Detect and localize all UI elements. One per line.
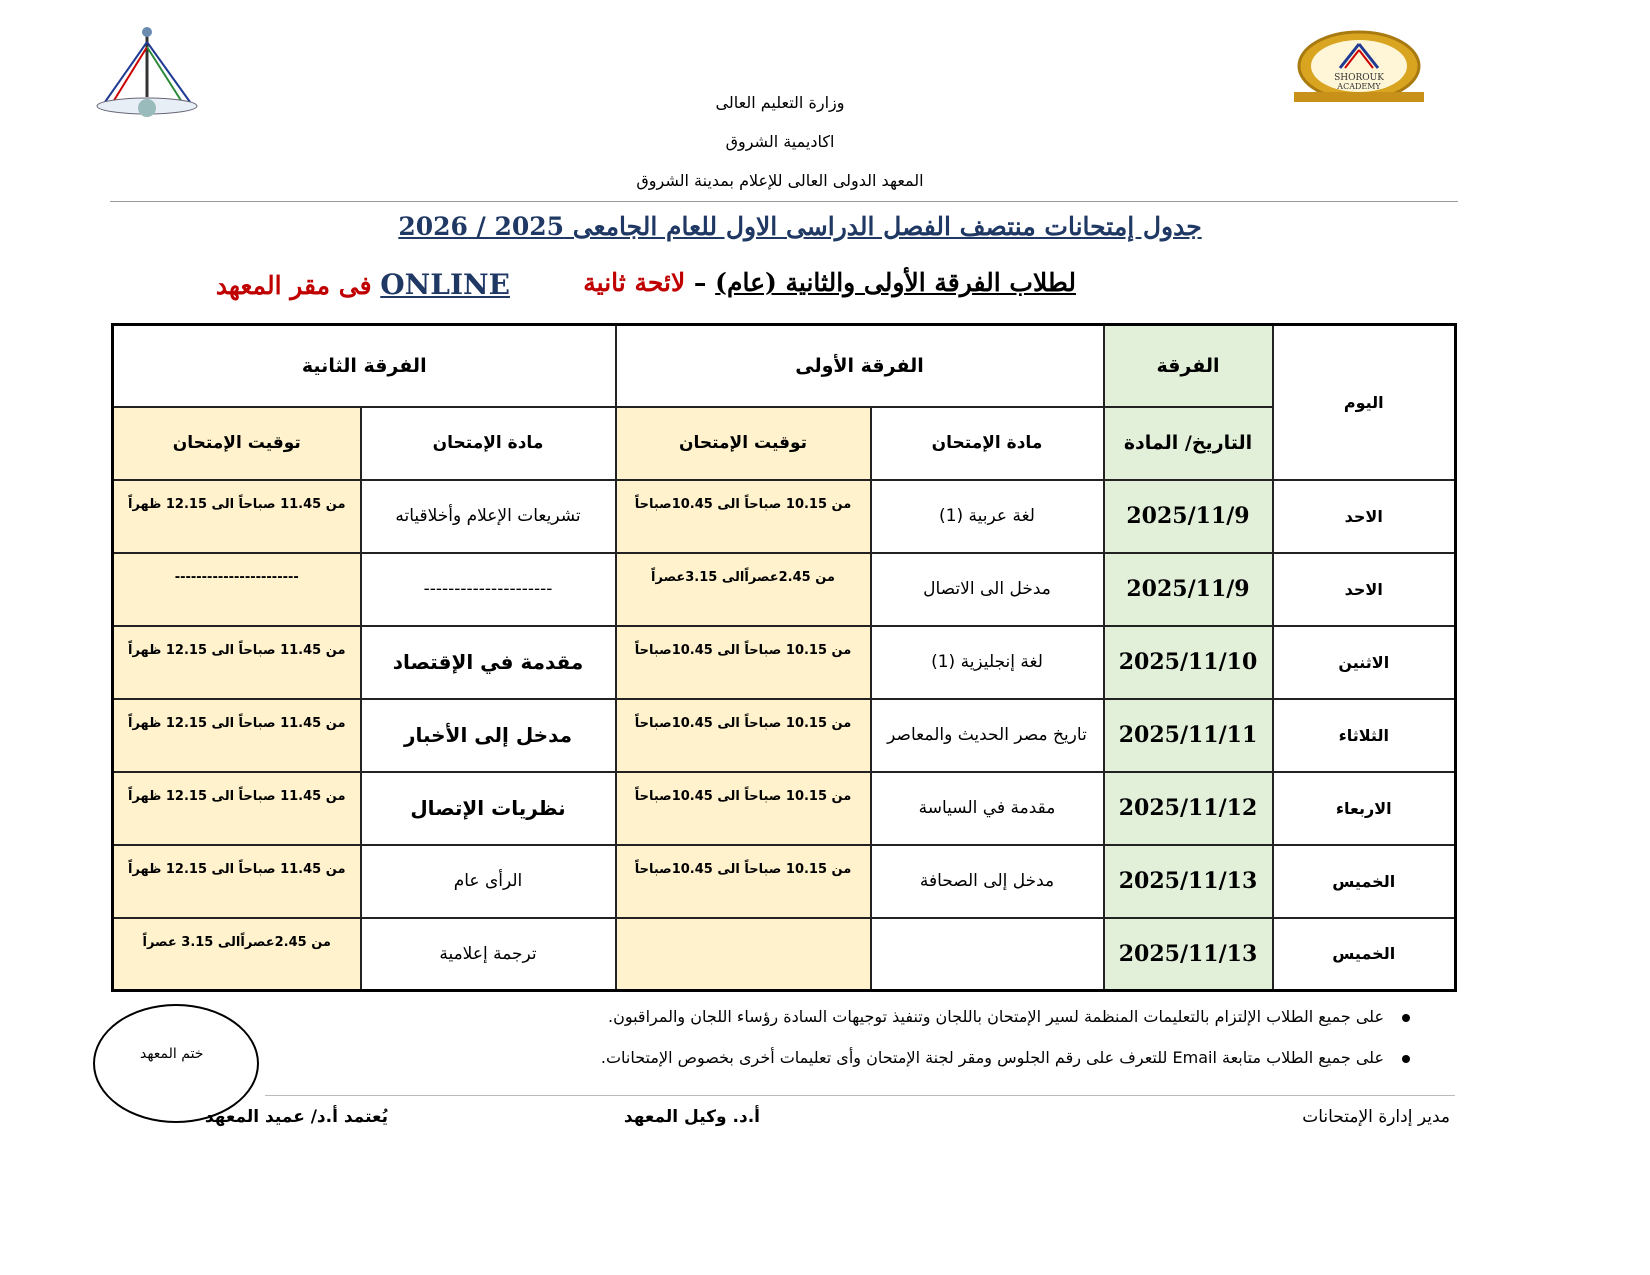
day-cell: الاحد (1273, 480, 1456, 553)
day-cell: الثلاثاء (1273, 699, 1456, 772)
second-year-subject-cell: الرأى عام (361, 845, 616, 918)
header-divider (110, 201, 1458, 202)
second-year-time-cell: من 11.45 صباحاً الى 12.15 ظهراً (113, 480, 361, 553)
table-row (113, 626, 1456, 699)
subtitle-location (216, 268, 510, 301)
day-cell: الخميس (1273, 918, 1456, 991)
footer-divider (265, 1095, 1455, 1096)
second-year-time-cell: من 11.45 صباحاً الى 12.15 ظهراً (113, 772, 361, 845)
dean-signature: يُعتمد أ.د/ عميد المعهد (204, 1107, 388, 1127)
bullet-icon (1402, 1014, 1410, 1022)
second-year-subject-cell: تشريعات الإعلام وأخلاقياته (361, 480, 616, 553)
second-year-time-header: توقيت الإمتحان (113, 407, 361, 480)
table-row (113, 480, 1456, 553)
page-title: جدول إمتحانات منتصف الفصل الدراسى الاول للعام الجامعى 2025 / 2026 (398, 212, 1202, 241)
ministry-name: وزارة التعليم العالى (715, 93, 845, 112)
note-2 (601, 1048, 1410, 1067)
table-row (113, 918, 1456, 991)
exams-manager-signature: مدير إدارة الإمتحانات (1302, 1107, 1450, 1127)
table-row (113, 553, 1456, 626)
first-year-time-cell: من 10.15 صباحاً الى 10.45صباحاً (616, 845, 871, 918)
second-year-time-cell: من 11.45 صباحاً الى 12.15 ظهراً (113, 699, 361, 772)
note-2-text: على جميع الطلاب متابعة Email للتعرف على رقم الجلوس ومقر لجنة الإمتحان وأى تعليمات أخرى بخصوص الإمتحانات. (600, 1048, 1384, 1067)
first-year-time-cell: من 10.15 صباحاً الى 10.45صباحاً (616, 480, 871, 553)
first-year-subject-cell: لغة إنجليزية (1) (871, 626, 1104, 699)
table-row (113, 699, 1456, 772)
first-year-time-cell: من 2.45عصراًالى 3.15عصراً (616, 553, 871, 626)
day-cell: الاربعاء (1273, 772, 1456, 845)
regulation-label: لائحة ثانية (583, 268, 686, 297)
location-label: فى مقر المعهد (215, 271, 372, 300)
second-year-subject-cell: مدخل إلى الأخبار (361, 699, 616, 772)
first-year-subject-cell: مقدمة في السياسة (871, 772, 1104, 845)
first-year-subject-cell (871, 918, 1104, 991)
first-year-subject-header: مادة الإمتحان (871, 407, 1104, 480)
academy-name: اكاديمية الشروق (725, 132, 835, 151)
first-year-time-cell: من 10.15 صباحاً الى 10.45صباحاً (616, 626, 871, 699)
first-year-time-cell (616, 918, 871, 991)
bullet-icon (1402, 1055, 1410, 1063)
stamp-label: ختم المعهد (140, 1046, 204, 1062)
second-year-subject-header: مادة الإمتحان (361, 407, 616, 480)
subtitle-dash: – (685, 268, 716, 297)
date-cell: 2025/11/11 (1104, 699, 1273, 772)
date-cell: 2025/11/9 (1104, 553, 1273, 626)
note-1 (608, 1007, 1410, 1026)
second-year-time-cell: ----------------------- (113, 553, 361, 626)
date-cell: 2025/11/12 (1104, 772, 1273, 845)
institute-stamp (93, 1004, 259, 1123)
subtitle-students (583, 268, 1076, 297)
vice-dean-signature: أ.د. وكيل المعهد (623, 1107, 760, 1127)
note-1-text: على جميع الطلاب الإلتزام بالتعليمات المنظمة لسير الإمتحان باللجان وتنفيذ توجيهات السادة رؤساء اللجان والمراقبون. (608, 1007, 1384, 1026)
students-label: لطلاب الفرقة الأولى والثانية (عام) (715, 268, 1076, 297)
first-year-time-cell: من 10.15 صباحاً الى 10.45صباحاً (616, 699, 871, 772)
first-year-time-header: توقيت الإمتحان (616, 407, 871, 480)
second-year-header: الفرقة الثانية (113, 325, 616, 407)
institute-name: المعهد الدولى العالى للإعلام بمدينة الشروق (636, 171, 924, 190)
day-cell: الخميس (1273, 845, 1456, 918)
svg-text:ACADEMY: ACADEMY (1337, 82, 1381, 91)
second-year-subject-cell: نظريات الإتصال (361, 772, 616, 845)
exam-schedule-table (111, 323, 1457, 992)
first-year-subject-cell: مدخل الى الاتصال (871, 553, 1104, 626)
table-row (113, 845, 1456, 918)
level-header: الفرقة (1104, 325, 1273, 407)
second-year-time-cell: من 11.45 صباحاً الى 12.15 ظهراً (113, 626, 361, 699)
first-year-time-cell: من 10.15 صباحاً الى 10.45صباحاً (616, 772, 871, 845)
day-header: اليوم (1273, 325, 1456, 480)
first-year-subject-cell: مدخل إلى الصحافة (871, 845, 1104, 918)
date-cell: 2025/11/13 (1104, 918, 1273, 991)
svg-text:SHOROUK: SHOROUK (1334, 73, 1384, 83)
date-cell: 2025/11/13 (1104, 845, 1273, 918)
second-year-subject-cell: ترجمة إعلامية (361, 918, 616, 991)
day-cell: الاثنين (1273, 626, 1456, 699)
first-year-header: الفرقة الأولى (616, 325, 1104, 407)
day-cell: الاحد (1273, 553, 1456, 626)
table-row (113, 772, 1456, 845)
first-year-subject-cell: تاريخ مصر الحديث والمعاصر (871, 699, 1104, 772)
second-year-time-cell: من 2.45عصراًالى 3.15 عصراً (113, 918, 361, 991)
date-header: التاريخ/ المادة (1104, 407, 1273, 480)
second-year-time-cell: من 11.45 صباحاً الى 12.15 ظهراً (113, 845, 361, 918)
first-year-subject-cell: لغة عربية (1) (871, 480, 1104, 553)
online-label: ONLINE (380, 268, 510, 301)
second-year-subject-cell: مقدمة في الإقتصاد (361, 626, 616, 699)
date-cell: 2025/11/9 (1104, 480, 1273, 553)
date-cell: 2025/11/10 (1104, 626, 1273, 699)
second-year-subject-cell: --------------------- (361, 553, 616, 626)
